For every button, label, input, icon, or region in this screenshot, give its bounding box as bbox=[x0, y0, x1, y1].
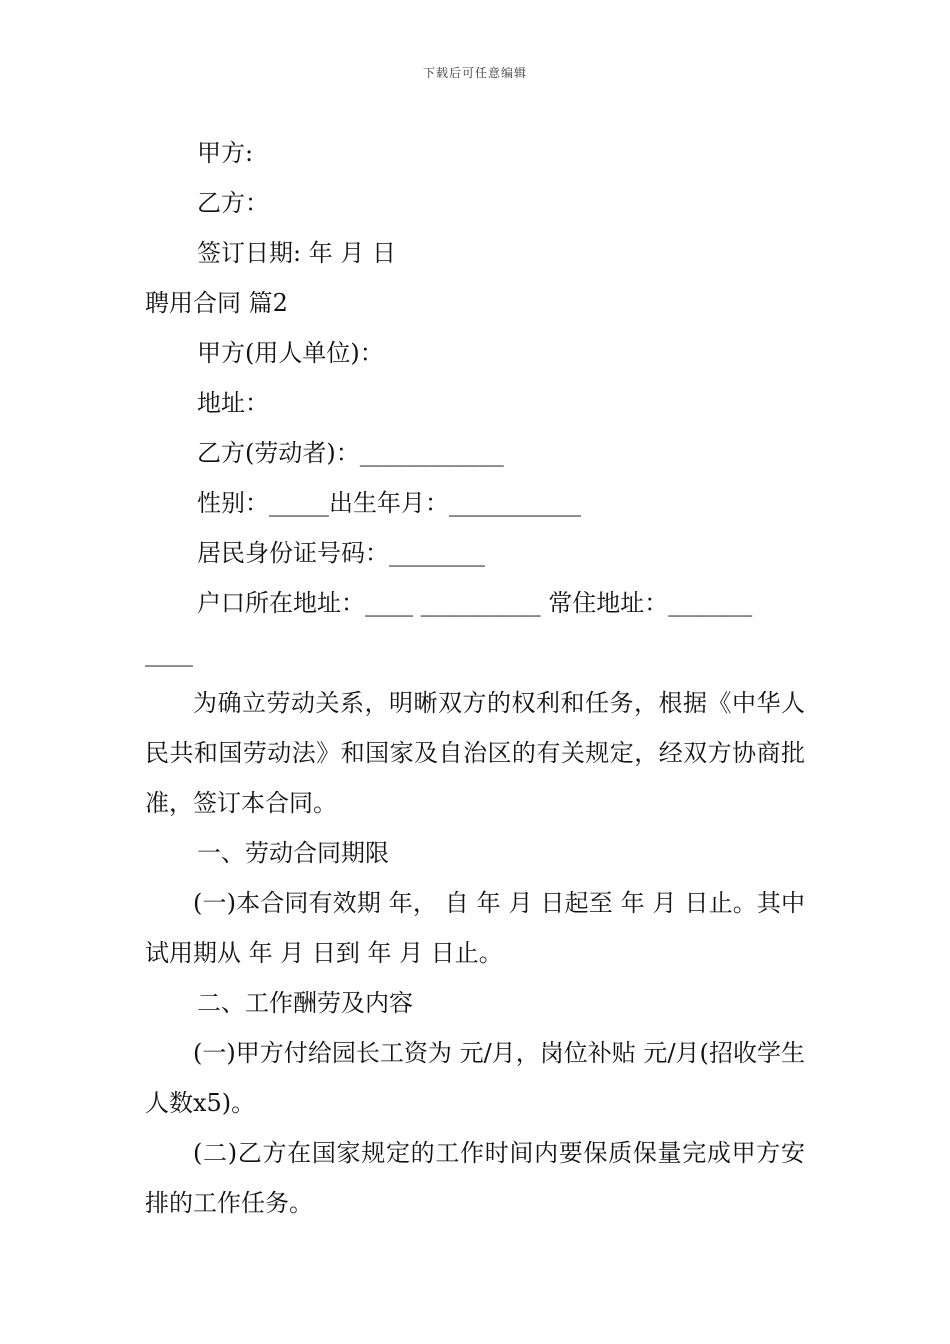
hukou-address-continuation: ____ bbox=[145, 639, 193, 667]
hukou-address-line: 户口所在地址：____ __________ 常住地址：_______ bbox=[197, 589, 753, 617]
id-number-line: 居民身份证号码：________ bbox=[197, 539, 485, 567]
party-a-line: 甲方: bbox=[197, 139, 254, 167]
gender-birth-line: 性别：_____出生年月：___________ bbox=[197, 489, 581, 517]
download-note: 下载后可任意编辑 bbox=[422, 66, 527, 80]
sign-date-line: 签订日期: 年 月 日 bbox=[197, 239, 396, 267]
term-paragraph: (一)本合同有效期 年， 自 年 月 日起至 年 月 日止。其中试用期从 年 月 日到 年 月 日止。 bbox=[145, 889, 805, 967]
contract-body bbox=[145, 128, 805, 1228]
party-b-line: 乙方： bbox=[197, 189, 269, 217]
address-line: 地址： bbox=[197, 389, 269, 417]
duty-paragraph: (二)乙方在国家规定的工作时间内要保质保量完成甲方安排的工作任务。 bbox=[145, 1139, 805, 1217]
section-title: 聘用合同 篇2 bbox=[145, 289, 288, 317]
heading-contract-term: 一、劳动合同期限 bbox=[197, 839, 389, 867]
heading-pay-content: 二、工作酬劳及内容 bbox=[197, 989, 413, 1017]
purpose-paragraph: 为确立劳动关系，明晰双方的权利和任务，根据《中华人民共和国劳动法》和国家及自治区的有关规定，经双方协商批准，签订本合同。 bbox=[145, 689, 805, 817]
worker-line: 乙方(劳动者)：____________ bbox=[197, 439, 504, 467]
pay-paragraph: (一)甲方付给园长工资为 元/月，岗位补贴 元/月(招收学生人数x5)。 bbox=[145, 1039, 805, 1117]
employer-line: 甲方(用人单位)： bbox=[197, 339, 384, 367]
